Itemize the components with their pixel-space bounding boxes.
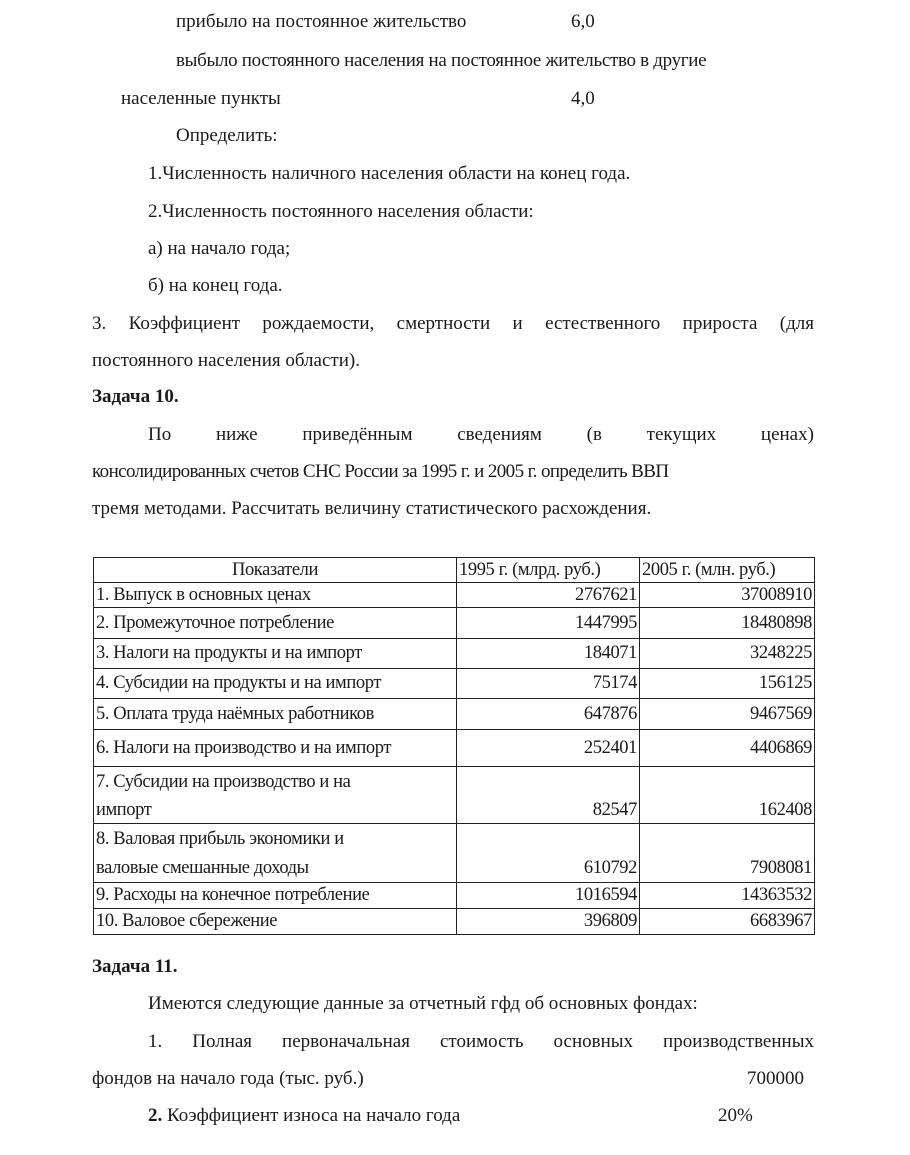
task-10-intro-line3: тремя методами. Рассчитать величину статистического расхождения. xyxy=(92,498,652,519)
table-row xyxy=(94,669,815,699)
value-1995: 1447995 xyxy=(457,608,640,639)
value-2005: 6683967 xyxy=(640,909,815,935)
word: 3. xyxy=(92,313,107,334)
value-1995: 647876 xyxy=(457,699,640,730)
table-row xyxy=(94,883,815,909)
word: (для xyxy=(779,313,814,334)
word: 1. xyxy=(148,1031,163,1052)
departed-value: 4,0 xyxy=(571,88,595,109)
value-1995: 75174 xyxy=(457,669,640,699)
table-row xyxy=(94,909,815,935)
row-label-line1: 8. Валовая прибыль экономики и xyxy=(96,829,344,849)
header-1995: 1995 г. (млрд. руб.) xyxy=(457,558,640,583)
row-label: 3. Налоги на продукты и на импорт xyxy=(94,639,457,669)
word: ценах) xyxy=(760,424,814,445)
task-11-intro: Имеются следующие данные за отчетный гфд об основных фондах: xyxy=(148,993,698,1014)
table-row xyxy=(94,583,815,608)
word: прироста xyxy=(682,313,758,334)
word: Коэффициент xyxy=(128,313,241,334)
table-row xyxy=(94,639,815,669)
table-header-row xyxy=(94,558,815,583)
task-10-intro-line1 xyxy=(148,423,814,447)
word: стоимость xyxy=(439,1031,524,1052)
value-1995: 184071 xyxy=(457,639,640,669)
task-11-title: Задача 11. xyxy=(92,956,178,977)
row-label-line2: валовые смешанные доходы xyxy=(96,858,309,878)
header-indicators: Показатели xyxy=(94,558,457,583)
row-label-line2: импорт xyxy=(96,800,152,820)
question-2a: а) на начало года; xyxy=(148,238,291,259)
task-11-item1-line2: фондов на начало года (тыс. руб.) xyxy=(92,1068,364,1089)
row-label xyxy=(94,767,457,824)
question-2: 2.Численность постоянного населения области: xyxy=(148,201,534,222)
word: (в xyxy=(586,424,602,445)
row-label xyxy=(94,824,457,883)
value-1995: 252401 xyxy=(457,730,640,767)
row-label: 6. Налоги на производство и на импорт xyxy=(94,730,457,767)
value-1995: 82547 xyxy=(457,767,640,824)
row-label: 9. Расходы на конечное потребление xyxy=(94,883,457,909)
row-label: 5. Оплата труда наёмных работников xyxy=(94,699,457,730)
value-2005: 14363532 xyxy=(640,883,815,909)
arrived-value: 6,0 xyxy=(571,11,595,32)
header-2005: 2005 г. (млн. руб.) xyxy=(640,558,815,583)
table-row xyxy=(94,699,815,730)
item2-label: Коэффициент износа на начало года xyxy=(162,1105,461,1126)
word: первоначальная xyxy=(282,1031,410,1052)
question-3-line1 xyxy=(92,312,814,336)
task-11-item1-value: 700000 xyxy=(747,1068,804,1089)
table-row xyxy=(94,730,815,767)
task-11-item2 xyxy=(148,1104,460,1128)
row-label: 4. Субсидии на продукты и на импорт xyxy=(94,669,457,699)
value-2005: 4406869 xyxy=(640,730,815,767)
value-1995: 610792 xyxy=(457,824,640,883)
value-1995: 1016594 xyxy=(457,883,640,909)
word: Полная xyxy=(192,1031,253,1052)
row-label-line1: 7. Субсидии на производство и на xyxy=(96,772,351,792)
value-2005: 18480898 xyxy=(640,608,815,639)
word: и xyxy=(512,313,523,334)
row-label: 1. Выпуск в основных ценах xyxy=(94,583,457,608)
determine-heading: Определить: xyxy=(176,125,278,146)
value-2005: 9467569 xyxy=(640,699,815,730)
value-2005: 7908081 xyxy=(640,824,815,883)
word: основных xyxy=(553,1031,634,1052)
indicators-table xyxy=(93,557,815,935)
question-3-line2: постоянного населения области). xyxy=(92,350,360,371)
word: ниже xyxy=(215,424,258,445)
value-2005: 162408 xyxy=(640,767,815,824)
table-row xyxy=(94,824,815,883)
value-1995: 2767621 xyxy=(457,583,640,608)
task-10-intro-line2: консолидированных счетов СНС России за 1995 г. и 2005 г. определить ВВП xyxy=(92,461,669,482)
value-2005: 37008910 xyxy=(640,583,815,608)
task-11-item1-line1 xyxy=(148,1030,814,1054)
task-10-title: Задача 10. xyxy=(92,386,179,407)
departed-label-line2: населенные пункты xyxy=(121,88,281,109)
word: смертности xyxy=(396,313,491,334)
word: приведённым xyxy=(302,424,413,445)
value-1995: 396809 xyxy=(457,909,640,935)
row-label: 10. Валовое сбережение xyxy=(94,909,457,935)
row-label: 2. Промежуточное потребление xyxy=(94,608,457,639)
task-11-item2-value: 20% xyxy=(718,1105,753,1126)
value-2005: 156125 xyxy=(640,669,815,699)
word: По xyxy=(148,424,172,445)
word: производственных xyxy=(663,1031,814,1052)
departed-label-line1: выбыло постоянного населения на постоянное жительство в другие xyxy=(176,50,707,71)
table-row xyxy=(94,767,815,824)
arrived-label: прибыло на постоянное жительство xyxy=(176,11,467,32)
word: текущих xyxy=(646,424,717,445)
item2-number: 2. xyxy=(148,1105,163,1126)
question-2b: б) на конец года. xyxy=(148,275,283,296)
table-row xyxy=(94,608,815,639)
word: естественного xyxy=(545,313,661,334)
question-1: 1.Численность наличного населения области на конец года. xyxy=(148,163,631,184)
value-2005: 3248225 xyxy=(640,639,815,669)
word: сведениям xyxy=(457,424,542,445)
word: рождаемости, xyxy=(262,313,375,334)
